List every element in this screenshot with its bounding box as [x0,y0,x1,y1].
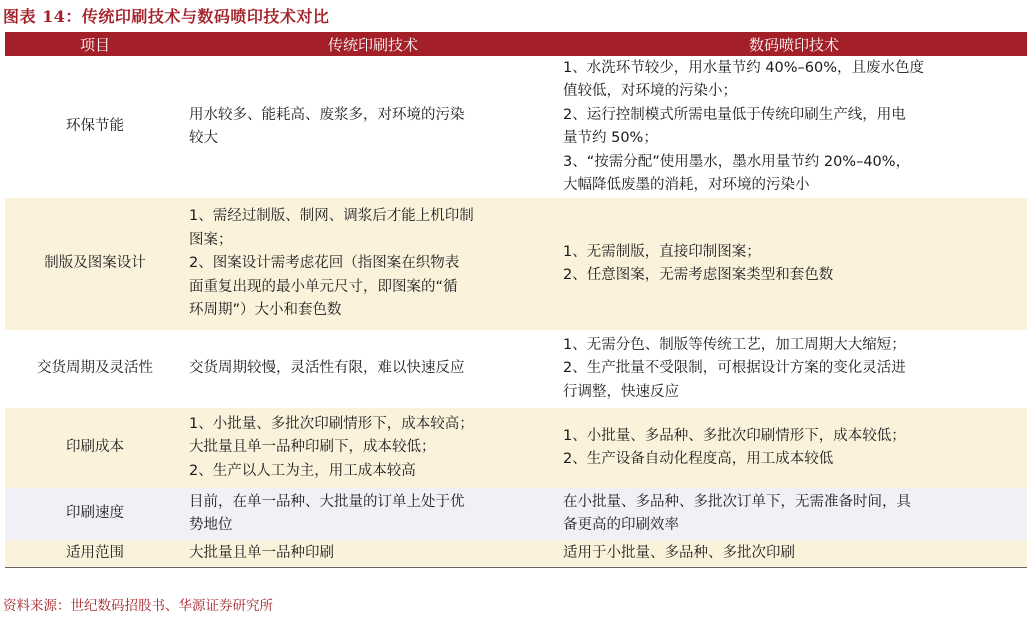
row-item: 环保节能 [5,56,185,198]
row-traditional: 1、小批量、多批次印刷情形下，成本较高； 大批量且单一品种印刷下，成本较低； 2、生产以人工为主，用工成本较高 [185,408,561,488]
row-digital: 1、水洗环节较少，用水量节约 40%–60%，且废水色度 值较低，对环境的污染小； 2、运行控制模式所需电量低于传统印刷生产线，用电 量节约 50%； 3、“按需分配”使用墨水，墨水用量节约 20%–40%， 大幅降低废墨的消耗，对环境的污染小 [561,56,1027,198]
row-digital: 1、小批量、多品种、多批次印刷情形下，成本较低； 2、生产设备自动化程度高，用工成本较低 [561,408,1027,488]
table-header-row [5,32,1027,56]
row-digital: 1、无需制版，直接印制图案； 2、任意图案，无需考虑图案类型和套色数 [561,198,1027,330]
row-item: 交货周期及灵活性 [5,330,185,408]
table-row [5,330,1027,408]
row-item: 制版及图案设计 [5,198,185,330]
row-digital: 在小批量、多品种、多批次订单下，无需准备时间，具 备更高的印刷效率 [561,488,1027,540]
table-row [5,408,1027,488]
row-traditional: 交货周期较慢，灵活性有限，难以快速反应 [185,330,561,408]
row-traditional: 大批量且单一品种印刷 [185,540,561,567]
comparison-table [5,32,1027,568]
row-digital: 适用于小批量、多品种、多批次印刷 [561,540,1027,567]
row-traditional: 用水较多、能耗高、废浆多，对环境的污染 较大 [185,56,561,198]
row-traditional: 目前，在单一品种、大批量的订单上处于优 势地位 [185,488,561,540]
table-row [5,56,1027,198]
table-row [5,540,1027,567]
row-item: 适用范围 [5,540,185,567]
row-traditional: 1、需经过制版、制网、调浆后才能上机印制 图案； 2、图案设计需考虑花回（指图案在织物表 面重复出现的最小单元尺寸，即图案的“循 环周期”）大小和套色数 [185,198,561,330]
row-item: 印刷成本 [5,408,185,488]
row-item: 印刷速度 [5,488,185,540]
source-note: 资料来源：世纪数码招股书、华源证券研究所 [3,598,273,614]
table-row [5,198,1027,330]
header-traditional: 传统印刷技术 [185,32,561,56]
header-item: 项目 [5,32,185,56]
header-digital: 数码喷印技术 [561,32,1027,56]
figure-title: 图表 14：传统印刷技术与数码喷印技术对比 [3,7,330,26]
row-digital: 1、无需分色、制版等传统工艺，加工周期大大缩短； 2、生产批量不受限制，可根据设计方案的变化灵活进 行调整，快速反应 [561,330,1027,408]
table-row [5,488,1027,540]
